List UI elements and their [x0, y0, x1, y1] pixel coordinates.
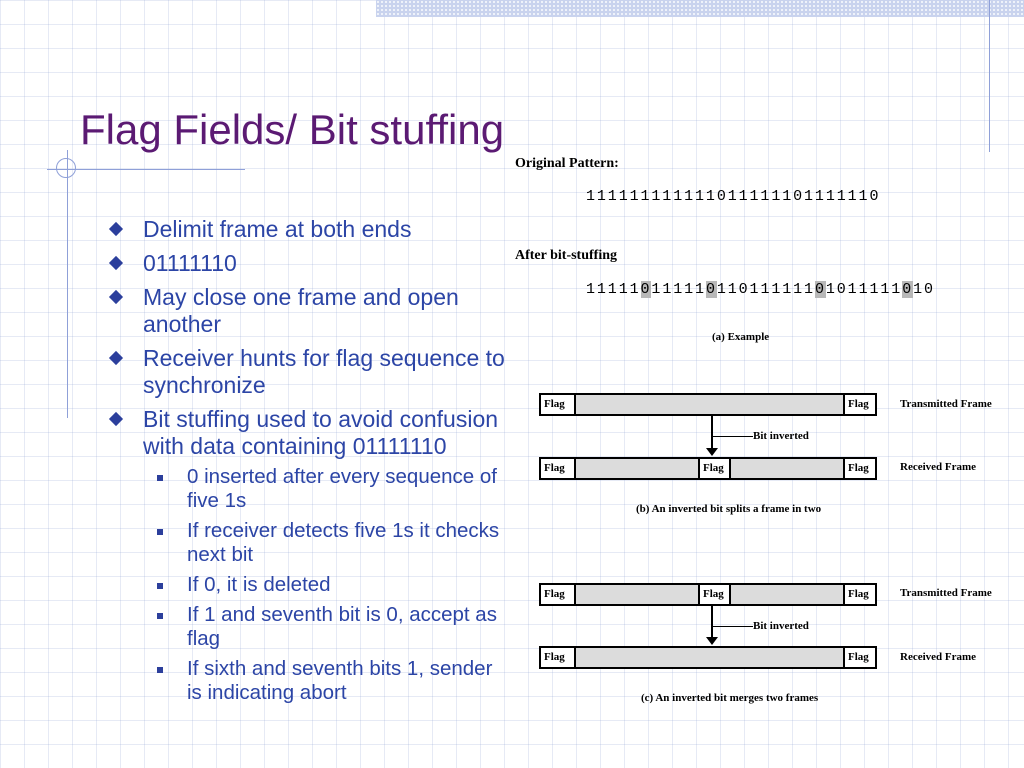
transmitted-frame-label: Transmitted Frame — [900, 398, 992, 410]
transmitted-frame-b — [539, 393, 877, 416]
bullet-item — [108, 345, 508, 399]
decorative-horizontal-line — [47, 169, 245, 170]
decorative-vertical-line-right — [989, 0, 990, 152]
flag-label: Flag — [544, 651, 565, 663]
square-bullet-icon — [157, 667, 163, 673]
sub-bullet-item — [143, 657, 508, 705]
inverted-bit-arrow — [711, 416, 713, 450]
flag-segment — [541, 648, 576, 667]
stuffed-zero-bit: 0 — [640, 281, 652, 298]
sub-bullet-item — [143, 519, 508, 567]
decorative-vertical-line-left — [67, 150, 68, 418]
square-bullet-icon — [157, 613, 163, 619]
bullet-item — [108, 406, 508, 705]
bullet-text: 01111110 — [143, 250, 237, 276]
transmitted-frame-c — [539, 583, 877, 606]
flag-label: Flag — [848, 398, 869, 410]
bullet-text: Bit stuffing used to avoid confusion with data containing 01111110 — [143, 406, 499, 459]
flag-segment — [541, 395, 576, 414]
bit-inverted-pointer — [713, 626, 753, 627]
flag-segment-middle — [698, 459, 731, 478]
top-decorative-band — [376, 0, 1024, 17]
bits-segment: 10 — [913, 281, 935, 298]
flag-segment-middle — [698, 585, 731, 604]
bits-segment: 11111 — [651, 281, 706, 298]
inverted-bit-arrow — [711, 606, 713, 639]
after-stuffing-label: After bit-stuffing — [515, 248, 618, 263]
original-pattern-label: Original Pattern: — [515, 156, 619, 171]
square-bullet-icon — [157, 529, 163, 535]
stuffed-zero-bit: 0 — [705, 281, 717, 298]
caption-b: (b) An inverted bit splits a frame in two — [636, 503, 822, 515]
flag-label: Flag — [703, 462, 724, 474]
flag-label: Flag — [848, 462, 869, 474]
square-bullet-icon — [157, 583, 163, 589]
diamond-bullet-icon — [109, 222, 123, 236]
diamond-bullet-icon — [109, 256, 123, 270]
sub-bullet-text: 0 inserted after every sequence of five 1s — [187, 465, 497, 512]
flag-segment — [843, 585, 875, 604]
received-frame-label: Received Frame — [900, 461, 977, 473]
bit-inverted-label: Bit inverted — [753, 620, 809, 632]
diamond-bullet-icon — [109, 412, 123, 426]
bit-inverted-pointer — [713, 436, 753, 437]
sub-bullet-item — [143, 465, 508, 513]
stuffed-zero-bit: 0 — [814, 281, 826, 298]
square-bullet-icon — [157, 475, 163, 481]
diamond-bullet-icon — [109, 351, 123, 365]
arrow-head-icon — [706, 637, 718, 645]
flag-label: Flag — [544, 398, 565, 410]
flag-label: Flag — [544, 462, 565, 474]
arrow-head-icon — [706, 448, 718, 456]
flag-segment — [843, 648, 875, 667]
sub-bullet-text: If sixth and seventh bits 1, sender is indicating abort — [187, 657, 493, 704]
diamond-bullet-icon — [109, 290, 123, 304]
received-frame-b — [539, 457, 877, 480]
bits-segment: 1011111 — [825, 281, 903, 298]
flag-segment — [541, 585, 576, 604]
bullet-text: Receiver hunts for flag sequence to synchronize — [143, 345, 505, 398]
sub-bullet-text: If 1 and seventh bit is 0, accept as flag — [187, 603, 497, 650]
sub-bullet-item — [143, 603, 508, 651]
received-frame-label: Received Frame — [900, 651, 977, 663]
bits-segment: 11111 — [586, 281, 641, 298]
caption-a: (a) Example — [712, 331, 770, 343]
flag-label: Flag — [703, 588, 724, 600]
flag-segment — [541, 459, 576, 478]
stuffed-zero-bit: 0 — [902, 281, 914, 298]
flag-label: Flag — [544, 588, 565, 600]
sub-bullet-item — [143, 573, 508, 597]
sub-bullet-list — [143, 465, 508, 705]
received-frame-c — [539, 646, 877, 669]
transmitted-frame-label: Transmitted Frame — [900, 587, 992, 599]
bullet-item — [108, 250, 508, 277]
bit-inverted-label: Bit inverted — [753, 430, 809, 442]
bullet-text: May close one frame and open another — [143, 284, 459, 337]
bullet-text: Delimit frame at both ends — [143, 216, 412, 242]
flag-segment — [843, 395, 875, 414]
bullet-item — [108, 284, 508, 338]
flag-label: Flag — [848, 588, 869, 600]
bullet-list — [108, 216, 508, 712]
slide-title: Flag Fields/ Bit stuffing — [80, 106, 505, 153]
sub-bullet-text: If receiver detects five 1s it checks next bit — [187, 519, 500, 566]
sub-bullet-text: If 0, it is deleted — [187, 573, 331, 596]
decorative-circle — [56, 158, 76, 178]
stuffed-bits — [586, 281, 935, 298]
flag-segment — [843, 459, 875, 478]
caption-c: (c) An inverted bit merges two frames — [641, 692, 819, 704]
flag-label: Flag — [848, 651, 869, 663]
bullet-item — [108, 216, 508, 243]
original-bits: 111111111111011111101111110 — [586, 188, 881, 205]
bits-segment: 110111111 — [716, 281, 815, 298]
